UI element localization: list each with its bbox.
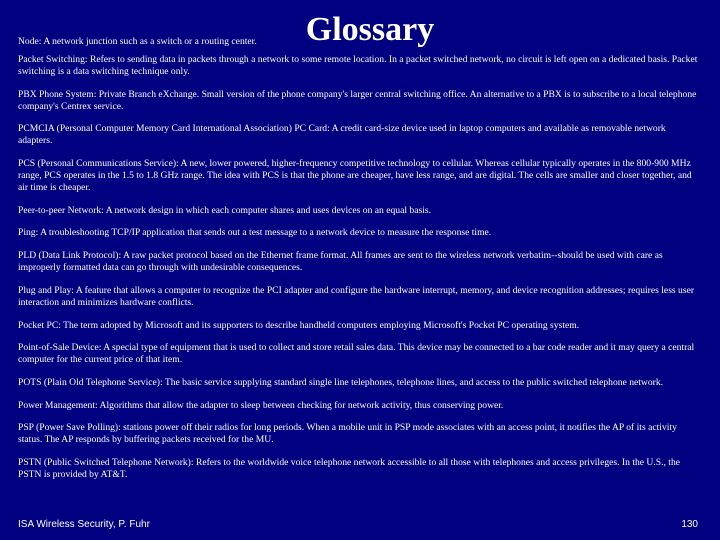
glossary-entry-pbx-phone-system: PBX Phone System: Private Branch eXchange. Small version of the phone company's larger central switching office. An alternative to a PBX is to subscribe to a local telephone company's Centrex service. [18,88,697,112]
glossary-entry-packet-switching: Packet Switching: Refers to sending data in packets through a network to some remote location. In a packet switched network, no circuit is left open on a dedicated basis. Packet switching is a data switching technique only. [18,54,698,77]
glossary-entry-ping: Ping: A troubleshooting TCP/IP application that sends out a test message to a network device to measure the response time. [18,227,492,239]
glossary-entries [18,54,700,481]
footer-credit: ISA Wireless Security, P. Fuhr [18,519,150,530]
glossary-entry-pcmcia: PCMCIA (Personal Computer Memory Card International Association) PC Card: A credit card-size device used in laptop computers and available as removable network adapters. [18,123,666,147]
glossary-entry-psp: PSP (Power Save Polling): stations power off their radios for long periods. When a mobile unit in PSP mode associates with an access point, it notifies the AP of its activity status. The AP responds by buffering packets received for the MU. [18,422,677,446]
glossary-entry-pots: POTS (Plain Old Telephone Service): The basic service supplying standard single line telephones, telephone lines, and access to the public switched telephone network. [18,376,664,388]
node-definition: Node: A network junction such as a switch or a routing center. [18,36,257,47]
glossary-entry-pocket-pc: Pocket PC: The term adopted by Microsoft and its supporters to describe handheld computers employing Microsoft's Pocket PC operating system. [18,319,580,331]
page-number: 130 [681,519,698,530]
glossary-entry-pcs: PCS (Personal Communications Service): A new, lower powered, higher-frequency competitive technology to cellular. Whereas cellular typically operates in the 800-900 MHz range, PCS operates in the 1.5 to 1.8 GHz range. The idea with PCS is that the phone are cheaper, have less range, and are digital. The cells are smaller and closer together, and air time is cheaper. [18,158,692,194]
glossary-entry-pstn: PSTN (Public Switched Telephone Network): Refers to the worldwide voice telephone network accessible to all those with telephones and access privileges. In the U.S., the PSTN is provided by AT&T. [18,456,681,480]
glossary-entry-power-management: Power Management: Algorithms that allow the adapter to sleep between checking for network activity, thus conserving power. [18,399,504,411]
glossary-entry-pld: PLD (Data Link Protocol): A raw packet protocol based on the Ethernet frame format. All frames are sent to the wireless network verbatim--should be used with care as improperly formatted data can go through with undesirable consequences. [18,250,663,274]
glossary-entry-point-of-sale: Point-of-Sale Device: A special type of equipment that is used to collect and store retail sales data. This device may be connected to a bar code reader and it may query a central computer for the current price of that item. [18,342,695,366]
glossary-entry-plug-and-play: Plug and Play: A feature that allows a computer to recognize the PCI adapter and configure the hardware interrupt, memory, and device recognition addresses; requires less user interaction and minimizes hardware conflicts. [18,284,695,308]
glossary-entry-peer-to-peer: Peer-to-peer Network: A network design in which each computer shares and uses devices on an equal basis. [18,204,432,216]
slide-title: Glossary [305,11,435,48]
